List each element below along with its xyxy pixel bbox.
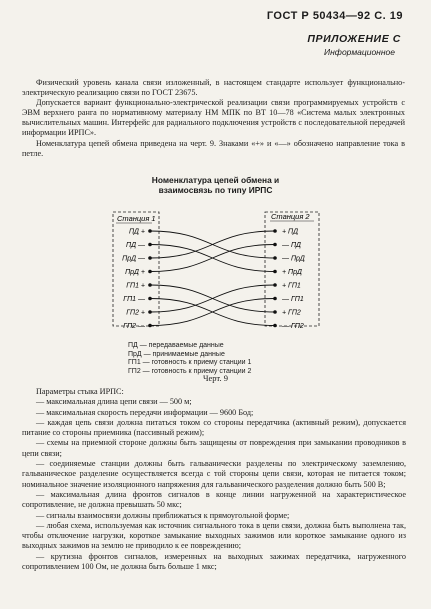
page-header: ГОСТ Р 50434—92 С. 19 [266,10,403,22]
left-pin-dot [148,229,152,233]
right-pin-label: — ГП2 [282,323,304,330]
param-item: — максимальная длина фронтов сигналов в конце линии нагруженной на характеристическое сопротивление, не должна превышать 50 мкс; [22,489,406,510]
right-pin-label: + ПД [282,228,299,236]
left-pin-dot [148,270,152,274]
left-pin-dot [148,324,152,328]
appendix-title: ПРИЛОЖЕНИЕ С [307,33,401,45]
figure-title-line2: взаимосвязь по типу ИРПС [158,185,273,195]
figure-title [0,175,431,195]
left-pin-dot [148,256,152,260]
left-pin-label: ПрД + [125,269,145,276]
left-pin-label: ПрД — [122,255,145,263]
params-title: Параметры стыка ИРПС: [36,387,124,396]
right-pin-label: + ПрД [282,269,302,276]
left-pin-label: ПД + [128,228,145,236]
param-item: — соединяемые станции должны быть гальванически разделены по электрическому заземлению, гальваническое разделение осуществляется всегда с той стороны цепи связи, которая не питается током; номинальное значение изоляционного напряжения для гальванического разделения должно быть 500 В; [22,459,406,489]
params-section [22,387,406,572]
intro-section [22,78,405,159]
left-pin-label: ГП2 + [126,309,145,317]
left-pin-dot [148,283,152,287]
param-item: — любая схема, используемая как источник сигнального тока в цепи связи, должна быть выполнена так, чтобы отключение нагрузки, короткое замыкание выходных зажимов или короткое замыкание одного из выходных зажимов на землю не приводило к ее повреждению; [22,520,406,551]
param-item: — каждая цепь связи должна питаться током со стороны передатчика (активный режим), допускается питание со стороны приемника (пассивный режим); [22,417,406,438]
signal-wire [150,245,275,272]
signal-wire [150,231,275,258]
left-pin-dot [148,297,152,301]
signal-wire [150,285,275,312]
right-pin-dot [273,243,277,247]
left-pin-label: ГП2 — [123,323,145,330]
signal-wire [150,299,275,326]
appendix-subtitle: Информационное [324,47,395,57]
figure-title-line1: Номенклатура цепей обмена и [151,175,280,185]
figure-caption: Черт. 9 [202,373,228,383]
left-pin-label: ПД — [126,242,145,249]
station1-label: Станция 1 [117,214,156,223]
signal-wire [150,285,275,312]
station2-box [265,212,319,326]
left-pin-label: ГП1 + [126,282,145,290]
right-pin-dot [273,310,277,314]
intro-paragraph: Номенклатура цепей обмена приведена на черт. 9. Знаками «+» и «—» обозначено направление тока в петле. [22,138,405,158]
legend-item: ПрД — принимаемые данные [128,350,225,358]
right-pin-dot [273,256,277,260]
right-pin-label: — ПД [282,242,301,249]
param-item: — максимальная длина цепи связи — 500 м; [36,397,192,407]
station2-label: Станция 2 [271,212,310,221]
signal-wire [150,245,275,272]
signal-wire [150,231,275,258]
param-item: — крутизна фронтов сигналов, измеренных на выходных зажимах передатчика, нагруженного сопротивлением 100 Ом, не должна быть больше 1 мкс; [22,551,406,572]
legend-item: ГП1 — готовность к приему станции 1 [128,359,252,366]
param-item: — схемы на приемной стороне должны быть защищены от повреждения при замыкании проводников в цепи связи; [22,438,406,458]
right-pin-label: + ГП2 [282,309,301,317]
right-pin-dot [273,297,277,301]
legend-item: ПД — передаваемые данные [128,342,224,349]
intro-paragraph: Физический уровень канала связи изложенный, в настоящем стандарте использует функционально-электрическую реализацию связи по ГОСТ 23675. [22,78,405,98]
param-item: — сигналы взаимосвязи должны приближаться к прямоугольной форме; [36,510,290,520]
figure-legend [128,342,251,376]
right-pin-label: + ГП1 [282,282,301,290]
left-pin-dot [148,243,152,247]
legend-item: ГП2 — готовность к приему станции 2 [128,367,252,375]
right-pin-dot [273,270,277,274]
station1-box [113,212,159,326]
left-pin-dot [148,310,152,314]
right-pin-dot [273,283,277,287]
intro-paragraph: Допускается вариант функционально-электрической реализации связи программируемых устройств с ЭВМ верхнего ранга по нормативному материалу НМ МПК по ВТ 10—78 «Система малых электронных вычислительных машин. Интерфейс для радиального подключения устройств с последовательной передачей информации ИРПС». [22,98,405,138]
right-pin-dot [273,324,277,328]
right-pin-label: — ГП1 [282,296,304,303]
right-pin-dot [273,229,277,233]
param-item: — максимальная скорость передачи информации — 9600 Бод; [36,407,254,417]
left-pin-label: ГП1 — [123,296,145,303]
signal-wire [150,299,275,326]
right-pin-label: — ПрД [282,255,305,263]
